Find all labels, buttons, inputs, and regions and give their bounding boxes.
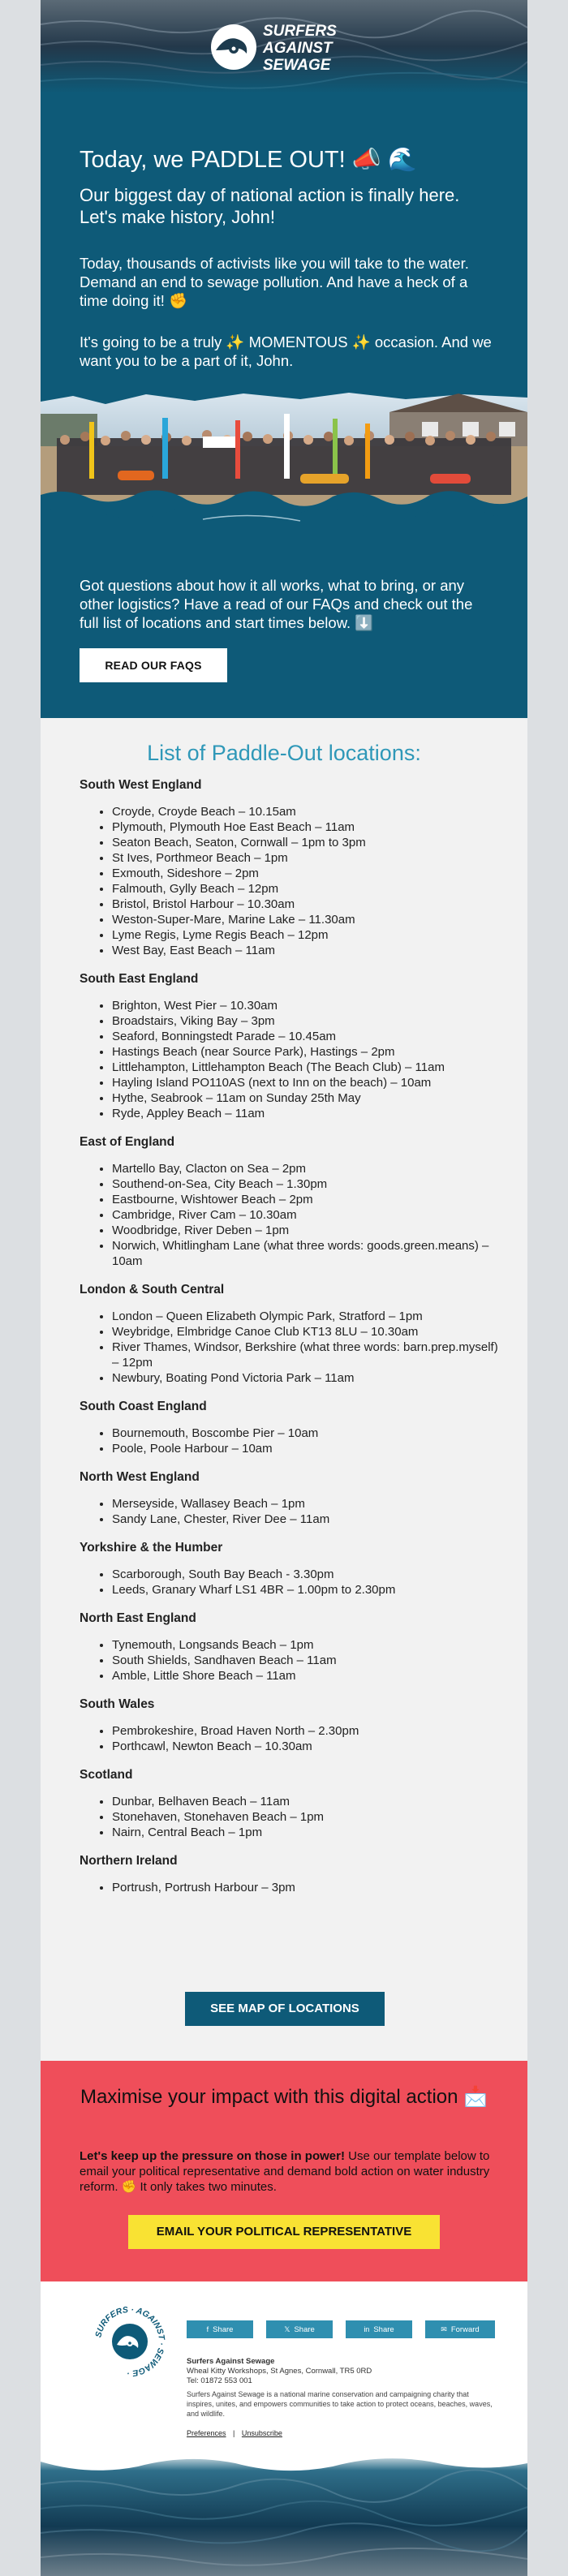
linkedin-icon: in [364, 2325, 370, 2333]
digital-action-section [41, 2061, 527, 2281]
region-block [80, 1611, 501, 1684]
location-list [112, 1161, 501, 1269]
crowd-photo-illustration [41, 389, 527, 544]
location-item: • Ryde, Appley Beach – 11am [112, 1106, 501, 1121]
logo-line-1: SURFERS [263, 23, 337, 40]
location-item: • Porthcawl, Newton Beach – 10.30am [112, 1739, 501, 1754]
location-item: • St Ives, Porthmeor Beach – 1pm [112, 850, 501, 866]
x-icon: 𝕏 [284, 2325, 290, 2333]
region-heading: North West England [80, 1470, 200, 1484]
hero-section [41, 93, 527, 718]
location-item: • South Shields, Sandhaven Beach – 11am [112, 1653, 501, 1668]
share-label: Share [294, 2325, 315, 2334]
location-item: • Bournemouth, Boscombe Pier – 10am [112, 1426, 501, 1441]
preferences-link[interactable]: Preferences [187, 2429, 226, 2437]
read-faqs-button[interactable]: READ OUR FAQS [80, 648, 227, 682]
location-item: • Tynemouth, Longsands Beach – 1pm [112, 1637, 501, 1653]
region-heading: North East England [80, 1611, 196, 1625]
hero-subtitle: Our biggest day of national action is finally here. Let's make history, John! [80, 185, 460, 227]
region-heading: Yorkshire & the Humber [80, 1541, 223, 1555]
forward-button[interactable] [425, 2320, 495, 2338]
location-item: • Pembrokeshire, Broad Haven North – 2.30pm [112, 1723, 501, 1739]
region-heading: South West England [80, 778, 202, 792]
location-item: • Broadstairs, Viking Bay – 3pm [112, 1013, 501, 1029]
mail-icon: ✉ [441, 2325, 447, 2333]
org-tel: Tel: 01872 553 001 [187, 2376, 252, 2385]
location-item: • Plymouth, Plymouth Hoe East Beach – 11am [112, 819, 501, 835]
region-heading: London & South Central [80, 1283, 225, 1297]
location-item: • Cambridge, River Cam – 10.30am [112, 1207, 501, 1223]
wave-footer-background [41, 2452, 527, 2576]
share-label: Share [373, 2325, 394, 2334]
location-item: • River Thames, Windsor, Berkshire (what three words: barn.prep.myself) – 12pm [112, 1340, 501, 1370]
region-block [80, 971, 501, 1121]
regions-list [80, 777, 501, 1895]
region-block [80, 1469, 501, 1527]
region-block [80, 1697, 501, 1754]
logo-text [263, 23, 337, 74]
location-list [112, 1723, 501, 1754]
x-share-button[interactable] [266, 2320, 333, 2338]
region-block [80, 1853, 501, 1895]
circle-logo-icon [89, 2301, 170, 2382]
location-list [112, 1794, 501, 1840]
eye-wave-logo-icon [209, 23, 258, 71]
location-item: • Seaford, Bonningstedt Parade – 10.45am [112, 1029, 501, 1044]
share-label: Share [213, 2325, 234, 2334]
action-body: Use our template below to email your political representative and demand bold action on water industry reform. ✊ It only takes two minutes. [80, 2149, 490, 2194]
logo-line-3: SEWAGE [263, 57, 331, 74]
forward-label: Forward [450, 2325, 480, 2334]
footer [41, 2281, 527, 2452]
hero-paragraph-1: Today, thousands of activists like you will take to the water. Demand an end to sewage pollution. And have a heck of a time doing it! ✊ [80, 255, 469, 309]
location-item: • Hastings Beach (near Source Park), Hastings – 2pm [112, 1044, 501, 1060]
location-item: • Dunbar, Belhaven Beach – 11am [112, 1794, 501, 1809]
facebook-icon: f [206, 2325, 209, 2333]
locations-section [41, 718, 527, 2061]
location-list [112, 1496, 501, 1527]
location-list [112, 1567, 501, 1598]
location-item: • Scarborough, South Bay Beach - 3.30pm [112, 1567, 501, 1582]
location-item: • Weybridge, Elmbridge Canoe Club KT13 8LU – 10.30am [112, 1324, 501, 1340]
location-list [112, 804, 501, 958]
location-item: • Hayling Island PO110AS (next to Inn on the beach) – 10am [112, 1075, 501, 1090]
facebook-share-button[interactable] [187, 2320, 253, 2338]
region-block [80, 1399, 501, 1456]
hero-paragraph-2: It's going to be a truly ✨ MOMENTOUS ✨ occasion. And we want you to be a part of it, John. [80, 333, 492, 369]
org-description: Surfers Against Sewage is a national marine conservation and campaigning charity that inspires, unites, and empowers communities to take action to protect oceans, beaches, waves, and wildlife. [187, 2390, 493, 2418]
location-item: • Weston-Super-Mare, Marine Lake – 11.30am [112, 912, 501, 927]
region-block [80, 1540, 501, 1598]
location-item: • Newbury, Boating Pond Victoria Park – 11am [112, 1370, 501, 1386]
org-info [187, 2357, 495, 2386]
location-item: • Sandy Lane, Chester, River Dee – 11am [112, 1512, 501, 1527]
location-item: • Bristol, Bristol Harbour – 10.30am [112, 897, 501, 912]
email-representative-button[interactable]: EMAIL YOUR POLITICAL REPRESENTATIVE [128, 2215, 440, 2249]
locations-title: List of Paddle-Out locations: [147, 741, 421, 765]
hero-title: Today, we PADDLE OUT! 📣 🌊 [80, 147, 418, 173]
location-item: • Hythe, Seabrook – 11am on Sunday 25th May [112, 1090, 501, 1106]
location-item: • Falmouth, Gylly Beach – 12pm [112, 881, 501, 897]
action-title: Maximise your impact with this digital action 📩 [80, 2086, 488, 2108]
org-address: Wheal Kitty Workshops, St Agnes, Cornwall, TR5 0RD [187, 2367, 372, 2376]
location-item: • Eastbourne, Wishtower Beach – 2pm [112, 1192, 501, 1207]
location-item: • Lyme Regis, Lyme Regis Beach – 12pm [112, 927, 501, 943]
region-heading: Scotland [80, 1768, 133, 1782]
location-item: • Exmouth, Sideshore – 2pm [112, 866, 501, 881]
paddle-out-photo [41, 389, 527, 544]
action-text [80, 2148, 493, 2195]
org-name: Surfers Against Sewage [187, 2357, 275, 2366]
share-buttons [187, 2320, 495, 2338]
action-bold-lead: Let's keep up the pressure on those in power! [80, 2149, 345, 2163]
link-separator: | [233, 2429, 235, 2437]
region-heading: South East England [80, 972, 199, 986]
location-item: • Portrush, Portrush Harbour – 3pm [112, 1880, 501, 1895]
location-item: • Leeds, Granary Wharf LS1 4BR – 1.00pm to 2.30pm [112, 1582, 501, 1598]
region-block [80, 1282, 501, 1386]
sas-logo[interactable] [209, 18, 372, 83]
location-item: • Merseyside, Wallasey Beach – 1pm [112, 1496, 501, 1512]
location-list [112, 1309, 501, 1386]
region-heading: East of England [80, 1135, 175, 1149]
logo-line-2: AGAINST [263, 40, 333, 57]
region-block [80, 1767, 501, 1840]
location-list [112, 998, 501, 1121]
location-list [112, 1426, 501, 1456]
unsubscribe-link[interactable]: Unsubscribe [241, 2429, 282, 2437]
location-item: • Littlehampton, Littlehampton Beach (The Beach Club) – 11am [112, 1060, 501, 1075]
region-block [80, 1134, 501, 1269]
region-heading: Northern Ireland [80, 1854, 178, 1868]
circle-logo[interactable] [89, 2301, 170, 2382]
hero-paragraph-3: Got questions about how it all works, what to bring, or any other logistics? Have a read of our FAQs and check out the full list of locations and start times below. ⬇️ [80, 577, 473, 631]
location-item: • Amble, Little Shore Beach – 11am [112, 1668, 501, 1684]
svg-text:SURFERS · AGAINST · SEWAGE ·: SURFERS · AGAINST · SEWAGE · [93, 2304, 167, 2379]
location-item: • Nairn, Central Beach – 1pm [112, 1825, 501, 1840]
linkedin-share-button[interactable] [346, 2320, 412, 2338]
location-item: • Poole, Poole Harbour – 10am [112, 1441, 501, 1456]
region-heading: South Coast England [80, 1400, 207, 1413]
location-list [112, 1880, 501, 1895]
region-heading: South Wales [80, 1697, 155, 1711]
bottom-wave-banner [41, 2452, 527, 2576]
location-item: • Seaton Beach, Seaton, Cornwall – 1pm to 3pm [112, 835, 501, 850]
location-list [112, 1637, 501, 1684]
see-map-button[interactable]: SEE MAP OF LOCATIONS [185, 1992, 385, 2026]
location-item: • Croyde, Croyde Beach – 10.15am [112, 804, 501, 819]
region-block [80, 777, 501, 958]
location-item: • Brighton, West Pier – 10.30am [112, 998, 501, 1013]
location-item: • Woodbridge, River Deben – 1pm [112, 1223, 501, 1238]
header-banner [41, 0, 527, 93]
location-item: • Norwich, Whitlingham Lane (what three words: goods.green.means) – 10am [112, 1238, 501, 1269]
footer-links [187, 2429, 282, 2437]
location-item: • Stonehaven, Stonehaven Beach – 1pm [112, 1809, 501, 1825]
location-item: • West Bay, East Beach – 11am [112, 943, 501, 958]
location-item: • Southend-on-Sea, City Beach – 1.30pm [112, 1176, 501, 1192]
location-item: • Martello Bay, Clacton on Sea – 2pm [112, 1161, 501, 1176]
location-item: • London – Queen Elizabeth Olympic Park, Stratford – 1pm [112, 1309, 501, 1324]
